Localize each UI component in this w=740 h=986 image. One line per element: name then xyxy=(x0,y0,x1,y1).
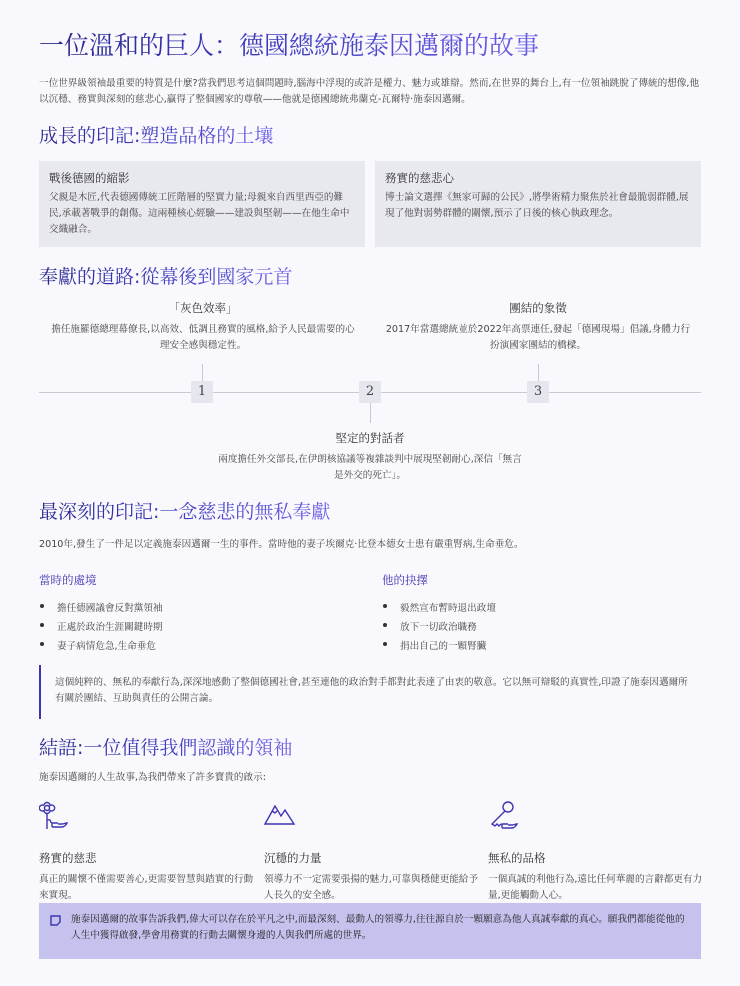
timeline-title: 團結的象徵 xyxy=(509,301,567,315)
section-heading-conclusion: 結語:一位值得我們認識的領袖 xyxy=(39,733,292,760)
list-item: 毅然宣布暫時退出政壇 xyxy=(382,600,496,619)
lesson-title: 務實的慈悲 xyxy=(39,851,97,865)
timeline-item-3 xyxy=(383,300,693,354)
timeline-title: 「灰色效率」 xyxy=(168,301,238,315)
situation-list xyxy=(39,600,163,657)
lesson-compassion xyxy=(39,800,259,904)
list-item: 擔任德國議會反對黨領袖 xyxy=(39,600,163,619)
section-heading-sacrifice: 最深刻的印記:一念慈悲的無私奉獻 xyxy=(39,497,330,524)
sacrifice-paragraph: 2010年,發生了一件足以定義施泰因邁爾一生的事件。當時他的妻子埃爾克·比登本德女士患有嚴重腎病,生命垂危。 xyxy=(39,539,524,550)
lesson-text: 真正的關懷不僅需要善心,更需要智慧與踏實的行動來實現。 xyxy=(39,874,254,901)
section-heading-growth: 成長的印記:塑造品格的土壤 xyxy=(39,121,273,148)
lesson-selfless xyxy=(488,800,708,904)
card-postwar xyxy=(39,161,365,247)
choice-list xyxy=(382,600,496,657)
timeline-text: 擔任施羅德總理幕僚長,以高效、低調且務實的風格,給予人民最需要的心理安全感與穩定性。 xyxy=(51,324,355,351)
timeline-text: 兩度擔任外交部長,在伊朗核協議等複雜談判中展現堅韌耐心,深信「無言是外交的死亡」。 xyxy=(218,454,522,481)
lesson-text: 一個真誠的利他行為,遠比任何華麗的言辭都更有力量,更能觸動人心。 xyxy=(488,874,703,901)
flower-hand-icon xyxy=(39,800,71,832)
card-compassion xyxy=(375,161,701,247)
mountain-icon xyxy=(264,800,296,832)
lesson-text: 領導力不一定需要張揚的魅力,可靠與穩健更能給予人長久的安全感。 xyxy=(264,874,479,901)
card-text: 父親是木匠,代表德國傳統工匠階層的堅實力量;母親來自西里西亞的難民,承載著戰爭的創傷。這兩種核心經驗——建設與堅韌——在他生命中交織融合。 xyxy=(49,192,350,235)
list-item: 妻子病情危急,生命垂危 xyxy=(39,638,163,657)
conclusion-paragraph: 施泰因邁爾的人生故事,為我們帶來了許多寶貴的啟示: xyxy=(39,772,266,783)
closing-note-text: 施泰因邁爾的故事告訴我們,偉大可以存在於平凡之中,而最深刻、最動人的領導力,往往源自於一顆願意為他人真誠奉獻的真心。願我們都能從他的人生中獲得啟發,學會用務實的行動去關懷身邊的人與我們所處的世界。 xyxy=(71,914,685,941)
situation-heading: 當時的處境 xyxy=(39,573,97,587)
timeline-title: 堅定的對話者 xyxy=(335,431,405,445)
quote-block: 這個純粹的、無私的奉獻行為,深深地感動了整個德國社會,甚至連他的政治對手都對此表達了由衷的敬意。它以無可辯駁的真實性,印證了施泰因邁爾所有關於團結、互助與責任的公開言論。 xyxy=(39,665,703,719)
section-heading-path: 奉獻的道路:從幕後到國家元首 xyxy=(39,262,292,289)
card-title: 務實的慈悲心 xyxy=(385,171,454,185)
timeline-item-2 xyxy=(215,430,525,484)
list-item: 正處於政治生涯關鍵時期 xyxy=(39,619,163,638)
card-title: 戰後德國的縮影 xyxy=(49,171,130,185)
intro-paragraph: 一位世界級領袖最重要的特質是什麼?當我們思考這個問題時,腦海中浮現的或許是權力、魅力或雄辯。然而,在世界的舞台上,有一位領袖跳脫了傳統的想像,他以沉穩、務實與深刻的慈悲心,贏得了整個國家的尊敬——他就是德國總統弗蘭克-瓦爾特·施泰因邁爾。 xyxy=(39,78,700,105)
key-hand-icon xyxy=(488,800,520,832)
note-icon xyxy=(50,915,61,926)
choice-heading: 他的抉擇 xyxy=(382,573,428,587)
lesson-strength xyxy=(264,800,484,904)
lesson-title: 無私的品格 xyxy=(488,851,546,865)
lesson-title: 沉穩的力量 xyxy=(264,851,322,865)
closing-note xyxy=(39,903,701,959)
timeline-item-1 xyxy=(48,300,358,354)
page-title: 一位溫和的巨人：德國總統施泰因邁爾的故事 xyxy=(39,26,539,62)
timeline-number-1: 1 xyxy=(191,381,213,403)
list-item: 捐出自己的一顆腎臟 xyxy=(382,638,496,657)
card-text: 博士論文選擇《無家可歸的公民》,將學術精力聚焦於社會最脆弱群體,展現了他對弱勢群體的關懷,預示了日後的核心執政理念。 xyxy=(385,192,689,219)
timeline-number-2: 2 xyxy=(359,381,381,403)
list-item: 放下一切政治職務 xyxy=(382,619,496,638)
timeline-text: 2017年當選總統並於2022年高票連任,發起「德國現場」倡議,身體力行扮演國家團結的橋樑。 xyxy=(385,324,691,351)
timeline-number-3: 3 xyxy=(527,381,549,403)
